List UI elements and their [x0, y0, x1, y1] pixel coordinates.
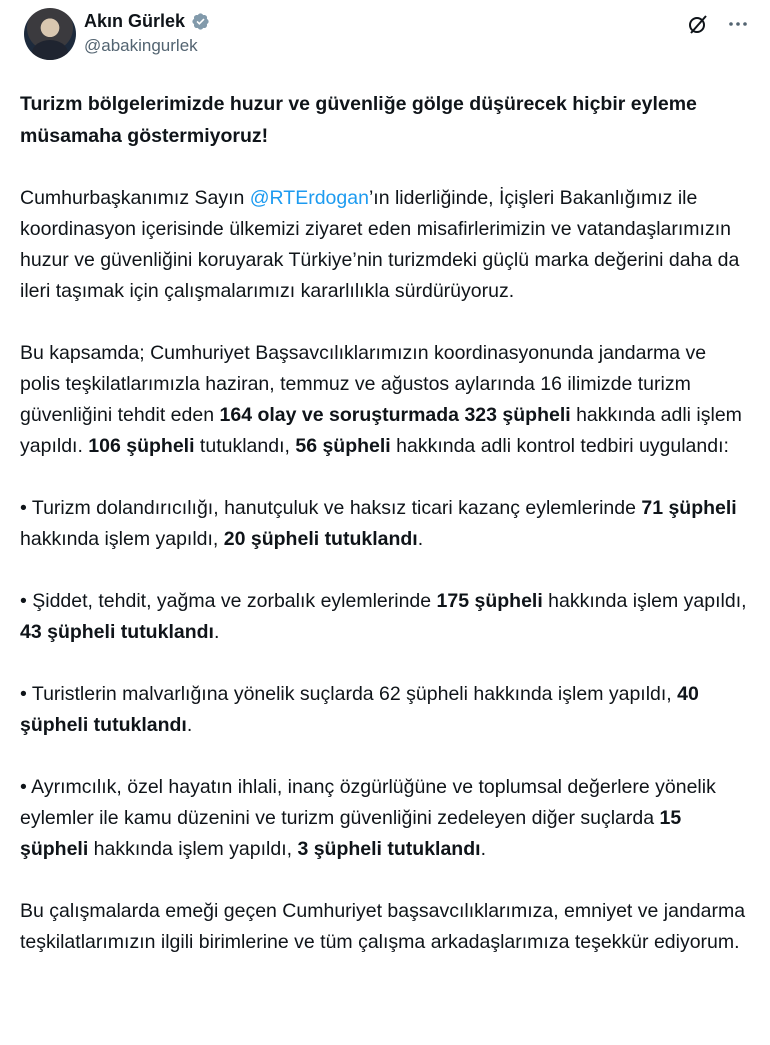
text-segment: • Turizm dolandırıcılığı, hanutçuluk ve haksız ticari kazanç eylemlerinde — [20, 497, 642, 519]
display-name[interactable]: Akın Gürlek — [84, 11, 186, 31]
text-segment: hakkında işlem yapıldı, — [88, 838, 298, 860]
author-names — [84, 10, 210, 58]
bullet-item — [20, 679, 750, 741]
text-segment: hakkında adli işlem yapıldı. — [20, 404, 742, 457]
text-segment: • Şiddet, tehdit, yağma ve zorbalık eylemlerinde — [20, 590, 437, 612]
text-segment: . — [213, 621, 220, 643]
bold-segment: 56 şüpheli — [295, 435, 391, 457]
handle[interactable]: @abakingurlek — [84, 36, 198, 55]
bold-segment: 71 şüpheli — [641, 497, 737, 519]
text-segment: Cumhurbaşkanımız Sayın — [20, 187, 250, 209]
bold-segment: 43 şüpheli tutuklandı — [20, 621, 214, 643]
tweet-body — [20, 88, 750, 958]
bold-segment: 3 şüpheli tutuklandı — [297, 838, 481, 860]
bold-segment: 106 şüpheli — [88, 435, 195, 457]
text-segment: . — [480, 838, 486, 860]
text-segment: • Ayrımcılık, özel hayatın ihlali, inanç özgürlüğüne ve toplumsal değerlere yönelik eylemler ile kamu düzenini ve turizm güvenliğini zedeleyen diğer suçlarda — [20, 776, 716, 829]
tweet-header — [20, 8, 750, 68]
bold-segment: 20 şüpheli tutuklandı — [223, 528, 418, 550]
bullet-item — [20, 493, 750, 555]
text-segment: Bu kapsamda; Cumhuriyet Başsavcılıklarımızın koordinasyonunda jandarma ve polis teşkilatlarımızla haziran, temmuz ve ağustos aylarında 16 ilimizde turizm güvenliğini tehdit eden — [20, 342, 707, 426]
bold-segment: 15 şüpheli — [20, 807, 682, 860]
text-segment: hakkında işlem yapıldı, — [542, 590, 747, 612]
text-segment: tutuklandı, — [194, 435, 296, 457]
paragraph-thanks: Bu çalışmalarda emeği geçen Cumhuriyet başsavcılıklarımıza, emniyet ve jandarma teşkilatlarımızın ilgili birimlerine ve tüm çalışma arkadaşlarımıza teşekkür ediyorum. — [20, 900, 746, 953]
text-segment: . — [186, 714, 193, 736]
verified-badge-icon — [191, 12, 210, 31]
top-actions — [686, 12, 750, 36]
text-segment: hakkında adli kontrol tedbiri uygulandı: — [390, 435, 729, 457]
more-options-icon[interactable] — [726, 12, 750, 36]
grok-icon[interactable] — [686, 12, 710, 36]
paragraph-summary — [20, 338, 750, 462]
avatar[interactable] — [24, 8, 76, 60]
bold-segment: 175 şüpheli — [436, 590, 543, 612]
tweet-headline: Turizm bölgelerimizde huzur ve güvenliğe gölge düşürecek hiçbir eyleme müsamaha göstermiyoruz! — [20, 93, 697, 147]
display-name-row — [84, 10, 210, 32]
text-segment: hakkında işlem yapıldı, — [20, 528, 224, 550]
text-segment: ’ın liderliğinde, İçişleri Bakanlığımız ile koordinasyon içerisinde ülkemizi ziyaret eden misafirlerimizin ve vatandaşlarımızın huzur ve güvenliğini koruyarak Türkiye’nin turizmdeki güçlü marka değerini daha da ileri taşımak için çalışmalarımızı kararlılıkla sürdürüyoruz. — [20, 187, 740, 302]
bold-segment: 40 şüpheli tutuklandı — [20, 683, 699, 736]
bold-segment: 164 olay ve soruşturmada 323 şüpheli — [219, 404, 571, 426]
bullet-item — [20, 772, 750, 865]
bullet-item — [20, 586, 750, 648]
text-segment: • Turistlerin malvarlığına yönelik suçlarda 62 şüpheli hakkında işlem yapıldı, — [20, 683, 678, 705]
mention-link[interactable]: @RTErdogan — [249, 187, 369, 209]
text-segment: . — [417, 528, 424, 550]
paragraph-intro — [20, 183, 750, 307]
